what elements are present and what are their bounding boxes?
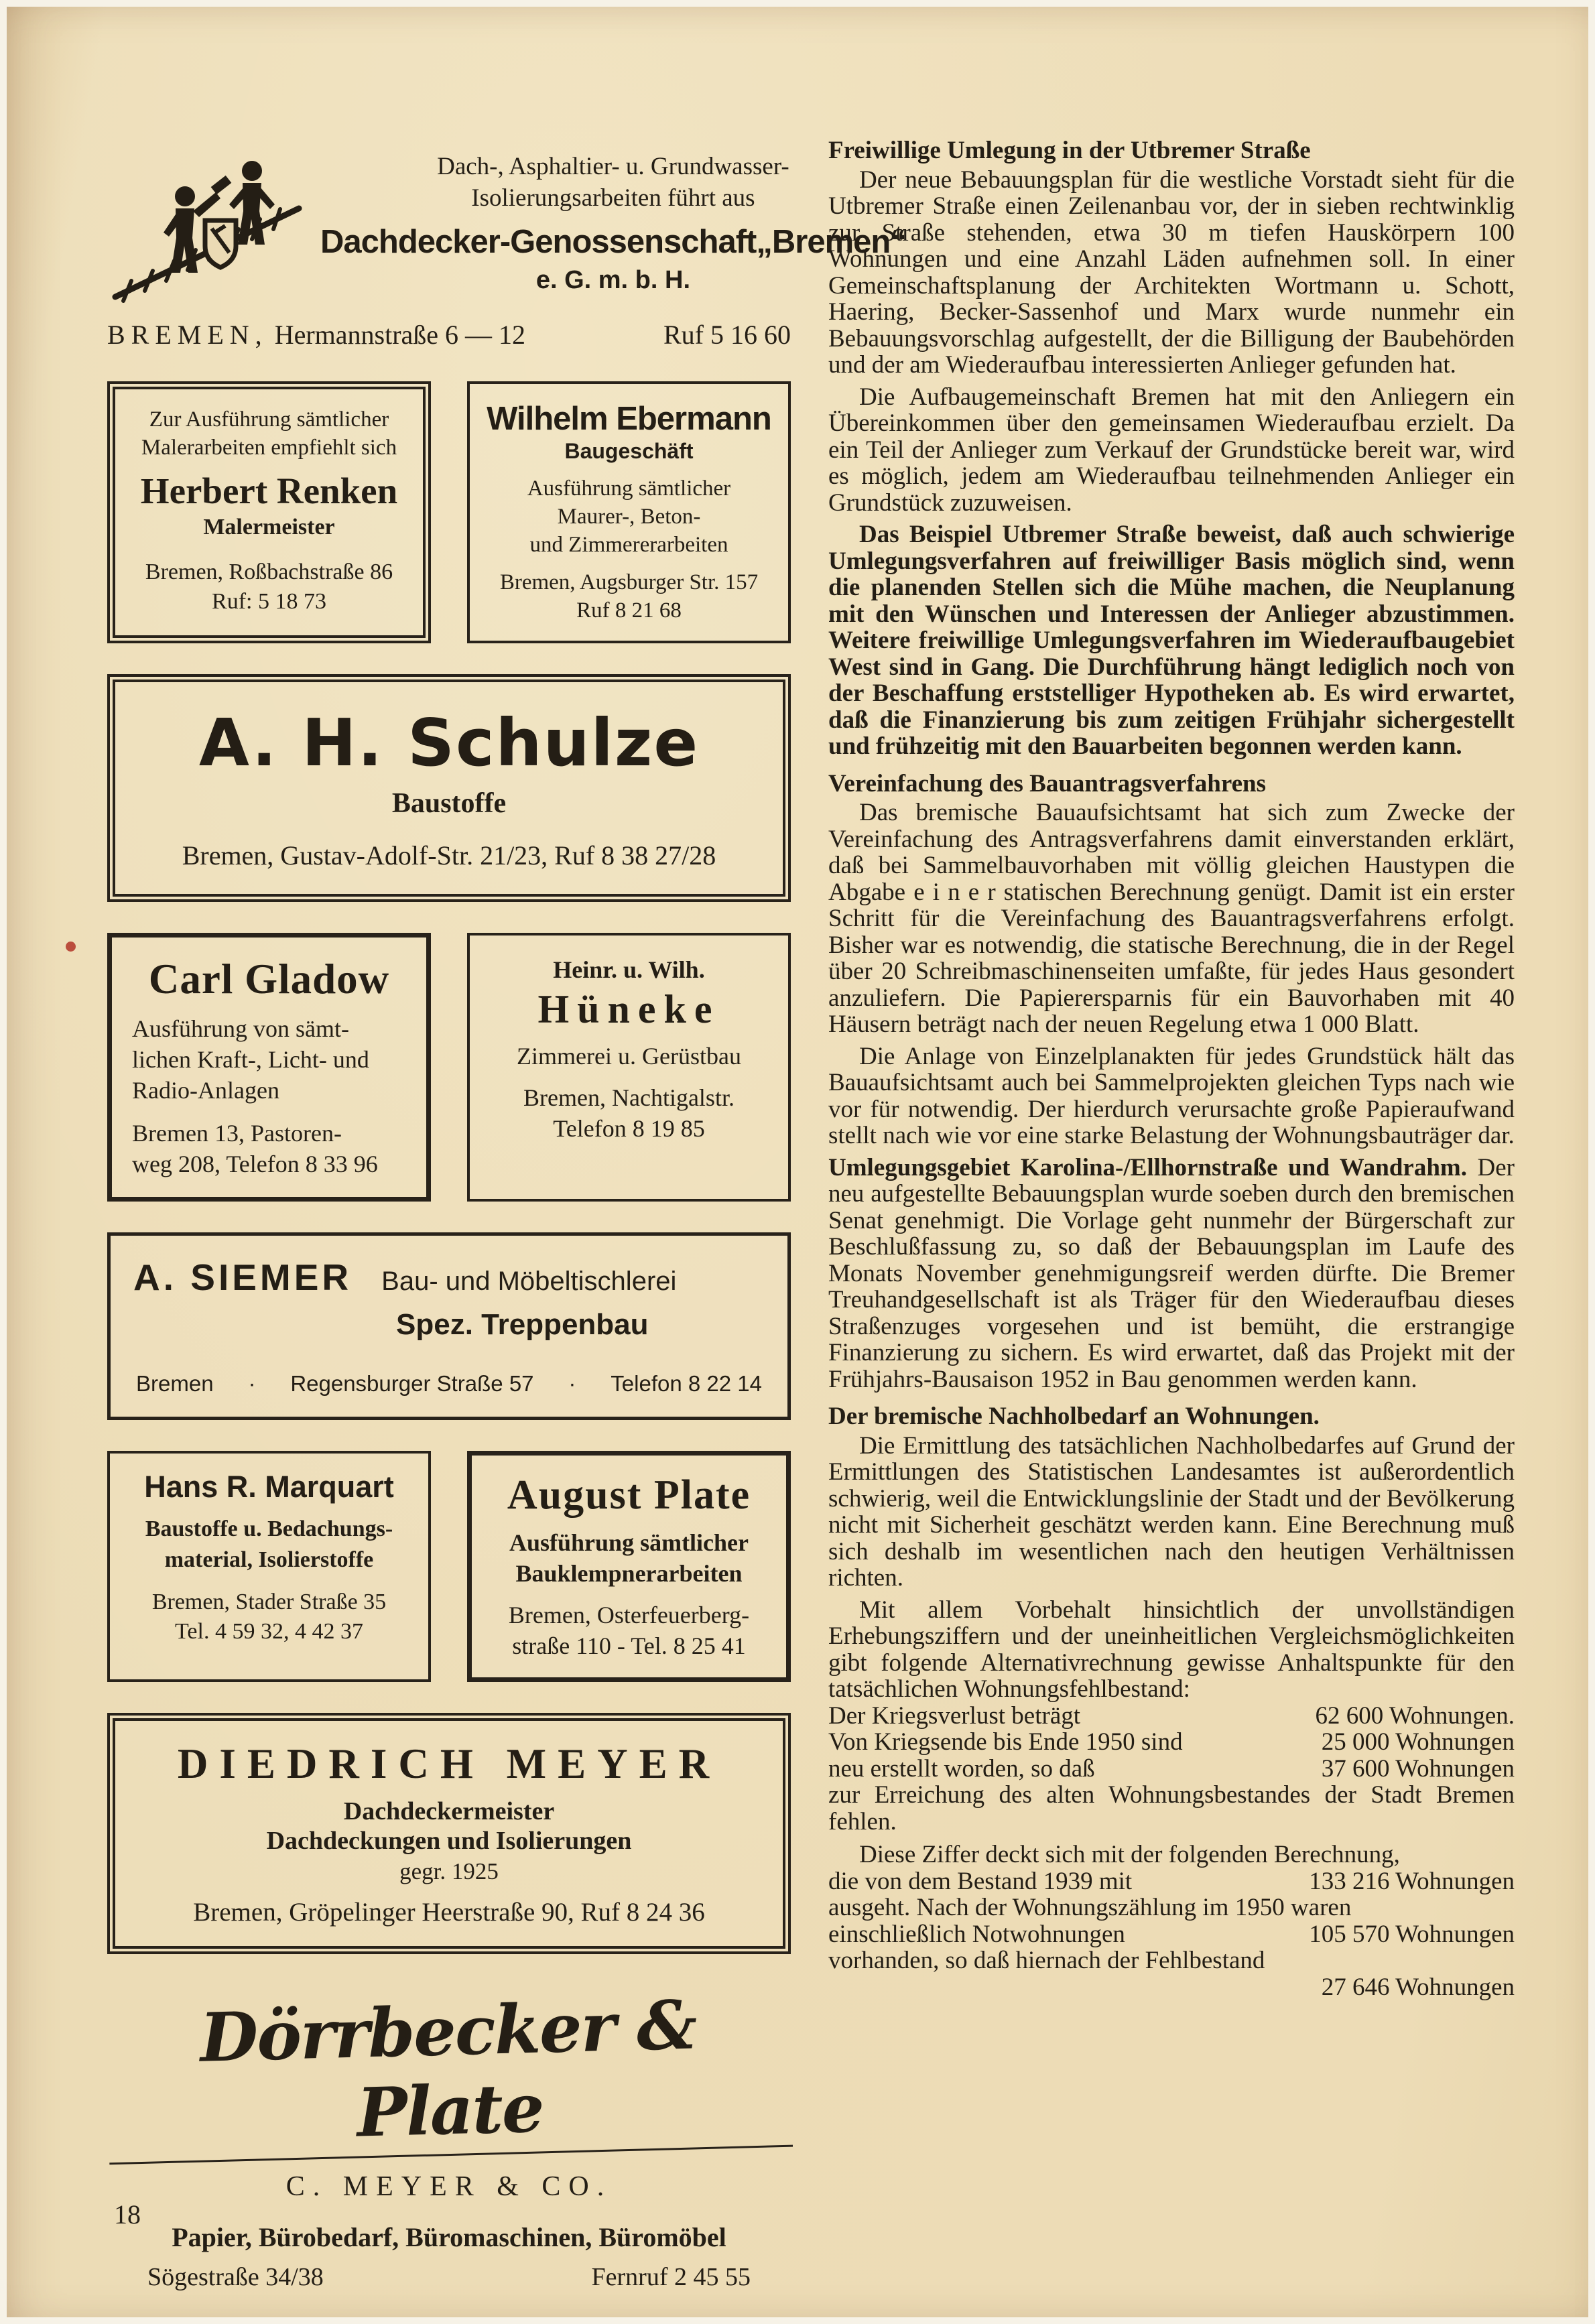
ad-row [107, 933, 791, 1202]
bremen-key-shield [205, 220, 236, 267]
ad-role: Dachdeckermeister [343, 1797, 555, 1825]
ad-products-line: Papier, Bürobedarf, Büromaschinen, Büromöbel [172, 2222, 726, 2252]
ad-service-line: Maurer-, Beton- [557, 505, 701, 529]
ad-service-line: lichen Kraft-, Licht- und [132, 1046, 369, 1073]
stat-label: einschließlich Notwohnungen [828, 1920, 1125, 1948]
separator-dot: · [248, 1371, 256, 1396]
article-paragraph: Der neue Bebauungsplan für die westliche Vorstadt sieht für die Utbremer Straße einen Zeilenanbau vor, der in sieben rechtwinklig zur Straße stehenden, etwa 30 m tiefen Hauskörpern 100 Wohnungen und eine Anzahl Läden aufnehmen soll. In einer Gemeinschaftsplanung der Architekten Wortmann u. Schott, Haering, Becker-Sassenhof und Marx wurde nunmehr ein Bebauungsvorschlag aufgestellt, der die Billigung der Baubehörden und der am Wiederaufbau interessierten Anlieger gefunden hat. [828, 166, 1515, 379]
article-paragraph [828, 1155, 1515, 1393]
ad-phone: Ruf 5 16 60 [663, 320, 791, 350]
ad-street: Sögestraße 34/38 [147, 2263, 324, 2291]
ad-service-line: und Zimmererarbeiten [529, 533, 728, 557]
ad-street: Regensburger Straße 57 [290, 1371, 534, 1396]
ad-address [132, 1118, 406, 1179]
stat-label: Von Kriegsende bis Ende 1950 sind [828, 1728, 1183, 1756]
article-paragraph: zur Erreichung des alten Wohnungsbestandes der Stadt Bremen fehlen. [828, 1781, 1515, 1835]
ad-address-line: straße 110 - Tel. 8 25 41 [512, 1632, 746, 1659]
articles-column [828, 137, 1515, 2290]
ad-service-line: material, Isolierstoffe [164, 1547, 374, 1572]
ad-a-siemer [107, 1232, 791, 1420]
ad-company-name: August Plate [507, 1472, 751, 1518]
stat-label: neu erstellt worden, so daß [828, 1754, 1095, 1783]
ad-company-name: Dachdecker-Genossenschaft„Bremen“ [320, 224, 906, 260]
ad-address [107, 319, 525, 350]
ad-wilhelm-ebermann [467, 381, 791, 643]
ads-column [107, 137, 906, 2291]
page-number: 18 [114, 2199, 141, 2230]
stat-row [828, 1729, 1515, 1756]
stat-row [828, 1921, 1515, 1948]
ad-service-line: Ausführung von sämt- [132, 1015, 349, 1042]
ad-diedrich-meyer [107, 1713, 791, 1954]
article-heading-inline: Umlegungsgebiet Karolina-/Ellhornstraße und Wandrahm. [828, 1153, 1467, 1181]
ad-address-line [107, 2262, 791, 2292]
ad-header-row [133, 1256, 765, 1299]
ad-address [123, 1588, 415, 1647]
ad-specialty: Spez. Treppenbau [396, 1308, 649, 1341]
article-paragraph-emphasis: Das Beispiel Utbremer Straße beweist, daß auch schwierige Umlegungsverfahren auf freiwilliger Basis möglich sind, wenn die planenden Stellen sich die Mühe machen, die Neuplanung mit den Wünschen und Interessen der Anlieger abzustimmen. Weitere freiwillige Umlegungsverfahren im Wiederaufbaugebiet West sind in Gang. Die Durchführung hängt lediglich noch von der Beschaffung erststelliger Hypotheken ab. Es wird erwartet, daß die Finanzierung bis zum zeitigen Frühjahr sichergestellt und frühzeitig mit den Bauarbeiten begonnen werden kann. [828, 521, 1515, 760]
stat-value: 27 646 Wohnungen [1321, 1973, 1515, 2001]
ad-doerrbecker-plate [107, 1985, 791, 2292]
ad-address-line: weg 208, Telefon 8 33 96 [132, 1151, 378, 1177]
ad-service-line: Radio-Anlagen [132, 1077, 279, 1104]
ad-address [483, 1082, 775, 1144]
ad-address: Bremen, Gustav-Adolf-Str. 21/23, Ruf 8 38 27/28 [182, 840, 716, 870]
ad-intro-line: Malerarbeiten empfiehlt sich [141, 436, 397, 460]
ad-phone: Tel. 4 59 32, 4 42 37 [175, 1619, 363, 1644]
article-text-line: ausgeht. Nach der Wohnungszählung im 1950 waren [828, 1894, 1352, 1921]
ad-role: Baustoffe [391, 788, 507, 819]
article-heading: Freiwillige Umlegung in der Utbremer Straße [828, 137, 1311, 164]
ad-address-line: Bremen 13, Pastoren- [132, 1120, 342, 1147]
article-text-line: vorhanden, so daß hiernach der Fehlbestand [828, 1947, 1265, 1974]
ad-role: Malermeister [203, 515, 335, 539]
ad-hueneke [467, 933, 791, 1202]
ad-august-plate [467, 1451, 791, 1682]
ad-address-line [133, 1371, 765, 1397]
ad-herbert-renken [107, 381, 431, 643]
ad-phone: Telefon 8 19 85 [553, 1115, 705, 1142]
stat-value: 25 000 Wohnungen [1321, 1728, 1515, 1756]
ad-row [107, 381, 791, 643]
ad-phone: Telefon 8 22 14 [611, 1371, 762, 1396]
red-ink-mark [66, 942, 76, 952]
ad-hans-marquart [107, 1451, 431, 1682]
stat-row [828, 1868, 1515, 1895]
ad-street: Hermannstraße 6 — 12 [274, 320, 526, 350]
ad-address: Bremen, Gröpelinger Heerstraße 90, Ruf 8 24 36 [193, 1898, 705, 1927]
article-paragraph: Das bremische Bauaufsichtsamt hat sich zum Zwecke der Vereinfachung des Antragsverfahrens damit einverstanden erklärt, daß bei Sammelbauvorhaben mit völlig gleichen Haustypen die Abgabe e i n e r statischen Berechnung genügt. Damit ist ein erster Schritt für die Vereinfachung des Bauantragsverfahrens erfolgt. Bisher war es notwendig, die statische Berechnung, die in der Regel über 20 Schreibmaschinenseiten umfaßte, für jedes Haus gesondert anzuliefern. Die Papierersparnis für ein Bauvorhaben mit 40 Häusern beträgt nach der neuen Regelung etwa 1 000 Blatt. [828, 799, 1515, 1038]
stat-label: die von dem Bestand 1939 mit [828, 1867, 1133, 1895]
article-paragraph: Mit allem Vorbehalt hinsichtlich der unvollständigen Erhebungsziffern und der uneinheitlichen Vergleichsmöglichkeiten gibt folgende Alternativrechnung gewisse Anhaltspunkte für den tatsächlichen Wohnungsfehlbestand: [828, 1596, 1515, 1703]
ad-service-line: Bauklempnerarbeiten [515, 1560, 743, 1587]
ad-role: Zimmerei u. Gerüstbau [517, 1043, 741, 1070]
ad-service-line: Isolierungsarbeiten führt aus [471, 184, 755, 212]
magazine-page [7, 7, 1588, 2317]
ad-body [107, 137, 906, 312]
stat-value: 105 570 Wohnungen [1309, 1920, 1515, 1948]
separator-dot: · [568, 1371, 576, 1396]
stat-label: Der Kriegsverlust beträgt [828, 1701, 1081, 1730]
ad-address-line: Bremen, Stader Straße 35 [151, 1590, 387, 1614]
ad-company-name: A. SIEMER [133, 1256, 353, 1298]
ad-address-line: Bremen, Osterfeuerberg- [508, 1602, 750, 1628]
ad-address-line [107, 319, 791, 350]
ad-address: Bremen, Roßbachstraße 86 [145, 560, 393, 584]
ad-address-line: Bremen, Nachtigalstr. [523, 1084, 735, 1111]
ad-company-name: Hans R. Marquart [144, 1470, 394, 1504]
ad-company-name: Hüneke [537, 987, 720, 1031]
stat-value: 62 600 Wohnungen. [1315, 1701, 1515, 1730]
ad-service-line: Baustoffe u. Bedachungs- [145, 1516, 393, 1541]
stat-value: 37 600 Wohnungen [1321, 1754, 1515, 1783]
calculation-block [828, 1842, 1515, 2000]
ad-city: BREMEN, [107, 320, 268, 350]
stat-row [828, 1974, 1515, 2001]
ad-company-name: Herbert Renken [140, 470, 398, 511]
ad-address [485, 1600, 773, 1661]
article-text-line: Diese Ziffer deckt sich mit der folgenden Berechnung, [859, 1841, 1400, 1868]
article-paragraph: Die Aufbaugemeinschaft Bremen hat mit den Anliegern ein Übereinkommen über den gemeinsamen Wiederaufbau erzielt. Da ein Teil der Anlieger zum Verkauf der Grundstücke bereit war, wird es möglich, jedem am Wiederaufbau teilnehmenden Anlieger ein Grundstück zuzuweisen. [828, 383, 1515, 517]
ad-carl-gladow [107, 933, 431, 1202]
ad-phone: Ruf: 5 18 73 [212, 589, 326, 614]
ad-phone: Fernruf 2 45 55 [591, 2263, 751, 2291]
article-paragraph: Die Ermittlung des tatsächlichen Nachholbedarfes auf Grund der Ermittlungen des Statistischen Landesamtes ist außerordentlich schwierig, weil die Entwicklungslinie der Stadt und der Bevölkerung nicht mit Sicherheit geschätzt werden kann. Eine Berechnung muß sich deshalb im wesentlichen nach den heutigen Verhältnissen richten. [828, 1431, 1515, 1592]
ad-owners: Heinr. u. Wilh. [553, 956, 705, 983]
ad-company-name-script: Dörrbecker & Plate [105, 1983, 793, 2165]
ad-text-block [320, 137, 906, 295]
ad-dachdecker-genossenschaft [107, 137, 906, 350]
ad-service-line: Ausführung sämtlicher [527, 476, 731, 501]
ad-company-name: A. H. Schulze [198, 705, 700, 781]
stat-value: 133 216 Wohnungen [1309, 1867, 1515, 1895]
ad-service-line: Dachdeckungen und Isolierungen [266, 1827, 632, 1855]
ad-legal-form: e. G. m. b. H. [535, 266, 690, 294]
article-paragraph: Die Anlage von Einzelplanakten für jedes Grundstück hält das Bauaufsichtsamt auch bei Sammelprojekten gleichen Typs nach wie vor für notwendig. Der hierdurch verursachte große Papieraufwand stellt nach wie vor eine starke Belastung der Wohnungsbauträger dar. [828, 1042, 1515, 1149]
ad-intro-line: Zur Ausführung sämtlicher [149, 407, 389, 432]
ad-founded: gegr. 1925 [399, 1858, 499, 1884]
article-text: Der neu aufgestellte Bebauungsplan wurde soeben durch den bremischen Senat genehmigt. Die Vorlage geht nunmehr der Bürgerschaft zur Beschlußfassung zu, so daß der Bebauungsplan im Laufe des Monats November genehmigungsreif werden dürfte. Die Bremer Treuhandgesellschaft ist als Träger für den Wiederaufbau dieses Straßenzuges vorgesehen und ist bemüht, die erstrangige Finanzierung zu sichern. Es wird erwartet, daß das Projekt mit der Frühjahrs-Bausaison 1952 in Bau genommen werden kann. [828, 1153, 1515, 1393]
article-heading: Der bremische Nachholbedarf an Wohnungen. [828, 1403, 1320, 1430]
ad-service-line: Ausführung sämtlicher [509, 1529, 749, 1556]
ad-ah-schulze [107, 674, 791, 902]
stat-row [828, 1756, 1515, 1783]
ad-company-name: Carl Gladow [148, 956, 390, 1003]
ad-address: Bremen, Augsburger Str. 157 [499, 570, 759, 594]
ad-city: Bremen [136, 1371, 214, 1396]
ad-owner-company: C. MEYER & CO. [285, 2171, 613, 2202]
stat-row [828, 1703, 1515, 1730]
ad-role: Bau- und Möbeltischlerei [381, 1267, 677, 1296]
ad-row [107, 1451, 791, 1682]
roofers-logo-icon [107, 141, 308, 312]
ad-service-line: Dach-, Asphaltier- u. Grundwasser- [437, 153, 789, 180]
ad-company-name: DIEDRICH MEYER [177, 1740, 721, 1787]
ad-company-name: Wilhelm Ebermann [487, 401, 771, 437]
ad-role: Baugeschäft [564, 439, 694, 463]
article-heading: Vereinfachung des Bauantragsverfahrens [828, 769, 1267, 797]
ad-phone: Ruf 8 21 68 [576, 598, 682, 623]
